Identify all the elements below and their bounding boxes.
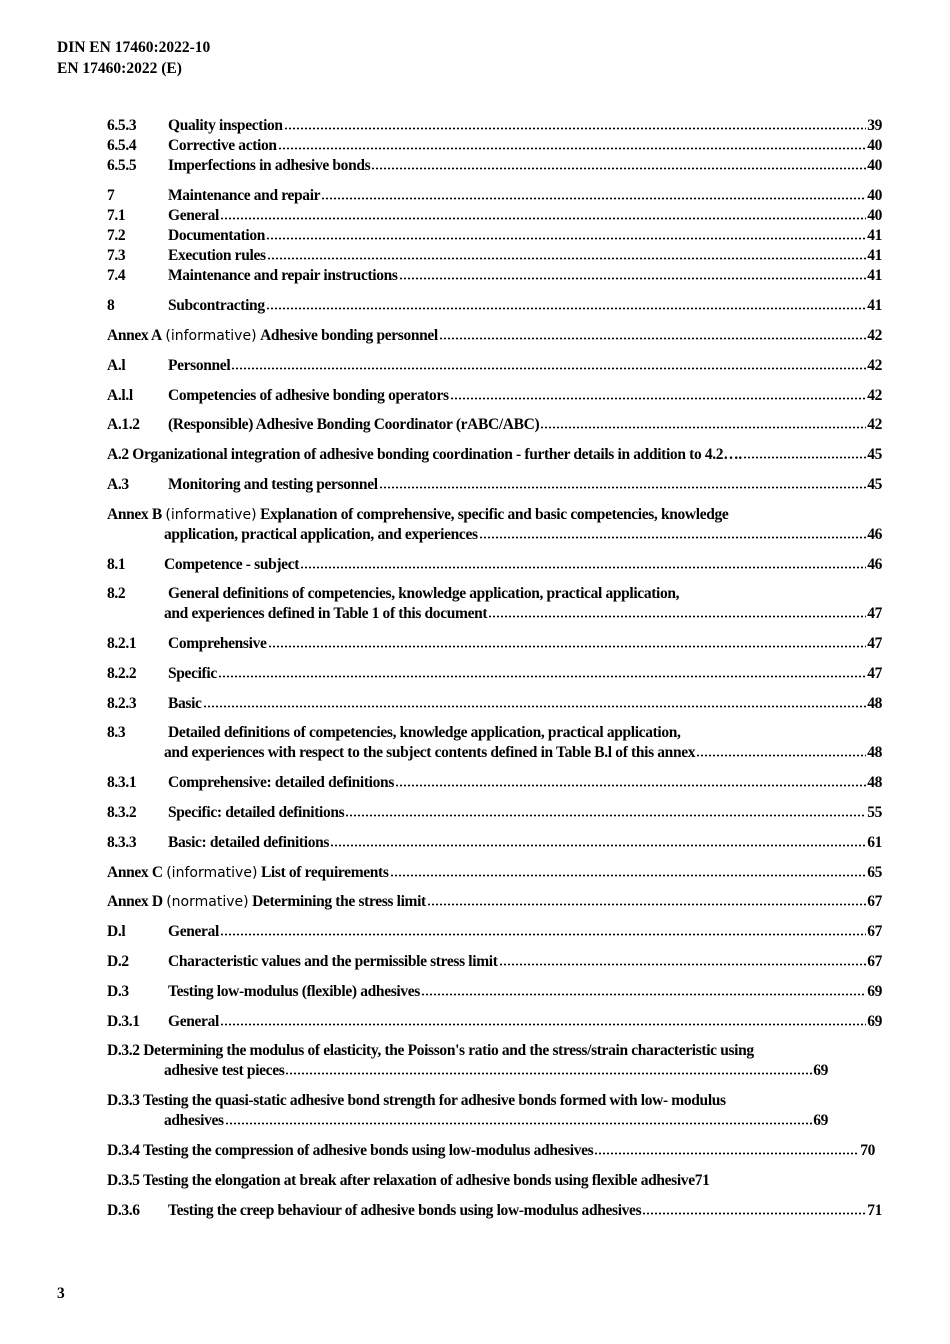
toc-page-number: 67 — [867, 953, 882, 970]
toc-page-number: 46 — [867, 526, 882, 543]
toc-entry-continuation — [164, 604, 882, 624]
toc-entry-title: Comprehensive: detailed definitions — [168, 774, 394, 791]
toc-entry-number: A.l — [107, 357, 126, 374]
toc-entry[interactable] — [107, 226, 882, 246]
dot-leader — [743, 456, 866, 459]
toc-page-number: 47 — [867, 635, 882, 652]
toc-page-number: 41 — [867, 297, 882, 314]
toc-entry-title: Adhesive bonding personnel — [260, 327, 438, 344]
toc-entry[interactable] — [107, 505, 882, 525]
toc-entry-number: 8.3.2 — [107, 804, 137, 821]
toc-entry[interactable] — [107, 116, 882, 136]
toc-entry-number: D.2 — [107, 953, 129, 970]
dot-leader — [696, 754, 866, 757]
toc-entry[interactable] — [107, 296, 882, 316]
toc-entry-title: General — [168, 923, 219, 940]
toc-entry-number: D.3.6 — [107, 1202, 140, 1219]
toc-entry[interactable] — [107, 664, 882, 684]
toc-entry-number: A.1.2 — [107, 416, 140, 433]
toc-page-number: 67 — [867, 923, 882, 940]
toc-entry-number: 8.3.3 — [107, 834, 137, 851]
toc-entry-number: 8.2 — [107, 585, 126, 602]
toc-entry-title: (Responsible) Adhesive Bonding Coordinator (rABC/ABC) — [168, 416, 540, 433]
toc-entry-title: Subcontracting — [168, 297, 265, 314]
toc-entry[interactable] — [107, 723, 882, 743]
toc-entry-title-cont: and experiences defined in Table 1 of this document — [164, 605, 488, 622]
toc-entry-title: Comprehensive — [168, 635, 267, 652]
toc-entry-title-cont: and experiences with respect to the subject contents defined in Table B.l of this annex — [164, 744, 696, 761]
toc-entry-number: 6.5.4 — [107, 137, 137, 154]
toc-page-number: 47 — [867, 605, 882, 622]
toc-entry-title: Maintenance and repair — [168, 187, 321, 204]
toc-page-number: 48 — [867, 744, 882, 761]
annex-label: Annex B — [107, 506, 162, 523]
dot-leader — [427, 903, 866, 906]
dot-leader — [218, 675, 866, 678]
toc-entry-title: Maintenance and repair instructions — [168, 267, 398, 284]
toc-entry[interactable] — [107, 1141, 875, 1161]
toc-page-number: 42 — [867, 387, 882, 404]
toc-page-number: 39 — [867, 117, 882, 134]
toc-page-number: 48 — [867, 695, 882, 712]
dot-leader — [488, 615, 866, 618]
toc-entry-number: 7.3 — [107, 247, 126, 264]
toc-entry[interactable] — [107, 415, 882, 435]
dot-leader — [421, 993, 866, 996]
toc-page-number: 41 — [867, 247, 882, 264]
toc-entry[interactable] — [107, 922, 882, 942]
toc-entry-continuation — [164, 1061, 828, 1081]
dot-leader — [642, 1212, 866, 1215]
toc-entry-title: Monitoring and testing personnel — [168, 476, 378, 493]
annex-label: Annex A — [107, 327, 162, 344]
toc-entry-number: A.l.l — [107, 387, 133, 404]
dot-leader — [268, 645, 867, 648]
toc-page-number: 42 — [867, 327, 882, 344]
toc-entry-title: Personnel — [168, 357, 231, 374]
toc-page-number: 70 — [860, 1142, 875, 1159]
toc-page-number: 65 — [867, 864, 882, 881]
annex-qualifier: (informative) — [166, 865, 258, 881]
annex-qualifier: (informative) — [165, 507, 257, 523]
dot-leader — [267, 257, 867, 260]
toc-entry[interactable] — [107, 136, 882, 156]
toc-page-number: 55 — [867, 804, 882, 821]
annex-qualifier: (normative) — [166, 894, 249, 910]
toc-page-number: 48 — [867, 774, 882, 791]
toc-entry-title-cont: adhesive test pieces — [164, 1062, 285, 1079]
annex-label: Annex D — [107, 893, 163, 910]
annex-qualifier: (informative) — [165, 328, 257, 344]
toc-entry-title-cont: adhesives — [164, 1112, 224, 1129]
toc-entry[interactable] — [107, 156, 882, 176]
dot-leader — [203, 705, 867, 708]
dot-leader — [330, 844, 866, 847]
toc-entry-number: A.3 — [107, 476, 129, 493]
toc-entry-title: D.3.2 Determining the modulus of elasticity, the Poisson's ratio and the stress/strain characteristic using — [107, 1042, 754, 1059]
document-id-en: EN 17460:2022 (E) — [57, 60, 182, 77]
toc-page-number: 40 — [867, 207, 882, 224]
toc-entry-title: General — [168, 207, 219, 224]
toc-entry-number: 8.3 — [107, 724, 126, 741]
toc-page-number: 40 — [867, 157, 882, 174]
toc-entry[interactable] — [107, 952, 882, 972]
toc-page-number: 69 — [867, 983, 882, 1000]
toc-entry-number: 7.2 — [107, 227, 126, 244]
toc-page-number: 45 — [867, 446, 882, 463]
toc-entry-title: Imperfections in adhesive bonds — [168, 157, 371, 174]
toc-page-number: 42 — [867, 357, 882, 374]
toc-entry-continuation — [164, 1111, 828, 1131]
toc-entry-title: Quality inspection — [168, 117, 283, 134]
toc-entry[interactable] — [107, 892, 882, 912]
toc-page-number: 69 — [867, 1013, 882, 1030]
toc-page-number: 67 — [867, 893, 882, 910]
toc-entry-title: Detailed definitions of competencies, knowledge application, practical application, — [168, 724, 681, 741]
toc-entry-title: Specific: detailed definitions — [168, 804, 345, 821]
toc-entry[interactable] — [107, 773, 882, 793]
toc-entry[interactable] — [107, 833, 882, 853]
dot-leader — [321, 197, 866, 200]
toc-entry[interactable] — [107, 475, 882, 495]
dot-leader — [439, 337, 866, 340]
toc-entry-title: D.3.3 Testing the quasi-static adhesive bond strength for adhesive bonds formed with low- modulus — [107, 1092, 726, 1109]
toc-entry-number: 6.5.3 — [107, 117, 137, 134]
dot-leader — [450, 397, 867, 400]
toc-entry[interactable] — [107, 1012, 882, 1032]
toc-entry[interactable] — [107, 1201, 882, 1221]
toc-page-number: 47 — [867, 665, 882, 682]
toc-entry-title: Explanation of comprehensive, specific and basic competencies, knowledge — [260, 506, 729, 523]
toc-entry-title: General — [168, 1013, 219, 1030]
dot-leader — [390, 874, 867, 877]
dot-leader — [266, 307, 866, 310]
toc-entry[interactable] — [107, 326, 882, 346]
toc-entry[interactable] — [107, 1041, 882, 1061]
toc-entry-title: Determining the stress limit — [252, 893, 426, 910]
document-id: DIN EN 17460:2022-10 — [57, 39, 211, 56]
dot-leader — [345, 814, 866, 817]
toc-page-number: 71 — [694, 1172, 710, 1189]
toc-page-number: 41 — [867, 227, 882, 244]
dot-leader — [399, 277, 867, 280]
toc-entry-title: Basic — [168, 695, 202, 712]
toc-entry[interactable] — [107, 555, 882, 575]
dot-leader — [540, 426, 866, 429]
toc-entry-number: 8.2.1 — [107, 635, 137, 652]
toc-entry-title: Documentation — [168, 227, 266, 244]
dot-leader — [371, 167, 866, 170]
toc-entry-number: D.l — [107, 923, 126, 940]
dot-leader — [379, 486, 866, 489]
toc-entry-title: Specific — [168, 665, 217, 682]
dot-leader — [220, 217, 866, 220]
toc-entry-number: D.3 — [107, 983, 129, 1000]
toc-entry[interactable] — [107, 1171, 882, 1191]
toc-entry[interactable] — [107, 694, 882, 714]
dot-leader — [284, 127, 866, 130]
dot-leader — [499, 963, 867, 966]
dot-leader — [220, 933, 866, 936]
toc-entry-number: 8.2.2 — [107, 665, 137, 682]
toc-page-number: 69 — [813, 1112, 828, 1129]
dot-leader — [266, 237, 866, 240]
toc-entry-continuation — [164, 525, 882, 545]
toc-page-number: 45 — [867, 476, 882, 493]
toc-entry-number: D.3.1 — [107, 1013, 140, 1030]
toc-entry[interactable] — [107, 445, 882, 465]
toc-entry[interactable] — [107, 863, 882, 883]
dot-leader — [278, 147, 867, 150]
toc-entry[interactable] — [107, 803, 882, 823]
toc-entry-number: 7 — [107, 187, 115, 204]
toc-entry[interactable] — [107, 266, 882, 286]
toc-entry-continuation — [164, 743, 882, 763]
toc-page-number: 40 — [867, 187, 882, 204]
toc-entry[interactable] — [107, 206, 882, 226]
toc-entry-title: Testing low-modulus (flexible) adhesives — [168, 983, 420, 1000]
toc-entry[interactable] — [107, 634, 882, 654]
toc-entry-title-cont: application, practical application, and experiences — [164, 526, 478, 543]
toc-entry-number: 8 — [107, 297, 115, 314]
toc-entry-title: D.3.4 Testing the compression of adhesive bonds using low-modulus adhesives — [107, 1142, 594, 1159]
toc-entry-number: 8.2.3 — [107, 695, 137, 712]
toc-entry[interactable] — [107, 1091, 882, 1111]
toc-entry-title: Basic: detailed definitions — [168, 834, 330, 851]
toc-entry-number: 8.1 — [107, 556, 126, 573]
toc-page-number: 46 — [867, 556, 882, 573]
dot-leader — [300, 566, 866, 569]
toc-entry-number: 6.5.5 — [107, 157, 137, 174]
toc-entry[interactable] — [107, 246, 882, 266]
dot-leader — [285, 1072, 812, 1075]
dot-leader — [594, 1152, 859, 1155]
toc-entry-title: Competence - subject — [164, 556, 300, 573]
toc-page-number: 61 — [867, 834, 882, 851]
toc-entry[interactable] — [107, 584, 882, 604]
toc-page-number: 69 — [813, 1062, 828, 1079]
toc-entry[interactable] — [107, 186, 882, 206]
toc-page-number: 41 — [867, 267, 882, 284]
toc-entry-number: 8.3.1 — [107, 774, 137, 791]
toc-page-number: 42 — [867, 416, 882, 433]
page-number: 3 — [57, 1285, 65, 1302]
toc-entry-title: Characteristic values and the permissible stress limit — [168, 953, 498, 970]
annex-label: Annex C — [107, 864, 163, 881]
toc-entry-title: List of requirements — [260, 864, 389, 881]
toc-entry-title: D.3.5 Testing the elongation at break after relaxation of adhesive bonds using flexible adhesive — [107, 1172, 695, 1189]
dot-leader — [479, 536, 867, 539]
toc-entry[interactable] — [107, 386, 882, 406]
toc-entry-title: Testing the creep behaviour of adhesive bonds using low-modulus adhesives — [168, 1202, 642, 1219]
toc-page-number: 71 — [867, 1202, 882, 1219]
toc-entry-title: Corrective action — [168, 137, 277, 154]
dot-leader — [231, 367, 866, 370]
toc-entry-title: A.2 Organizational integration of adhesive bonding coordination - further details in addition to 4.2…. — [107, 446, 742, 463]
toc-entry-number: 7.1 — [107, 207, 126, 224]
toc-entry-title: Execution rules — [168, 247, 266, 264]
toc-entry-title: General definitions of competencies, knowledge application, practical application, — [168, 585, 680, 602]
toc-page-number: 40 — [867, 137, 882, 154]
toc-entry-number: 7.4 — [107, 267, 126, 284]
toc-entry-title: Competencies of adhesive bonding operators — [168, 387, 449, 404]
toc-entry[interactable] — [107, 982, 882, 1002]
dot-leader — [220, 1023, 866, 1026]
dot-leader — [395, 784, 866, 787]
toc-entry[interactable] — [107, 356, 882, 376]
dot-leader — [225, 1122, 812, 1125]
